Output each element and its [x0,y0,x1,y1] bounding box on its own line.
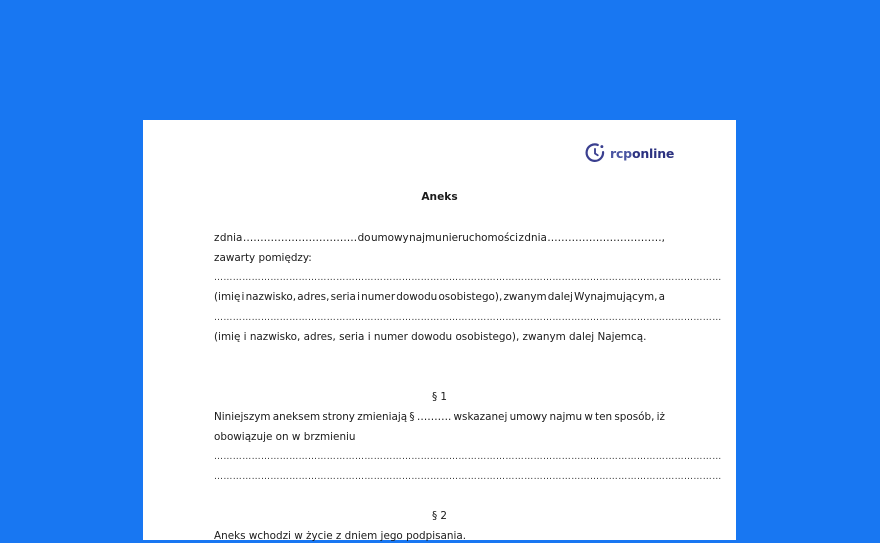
party1-description [214,290,665,304]
section-2-text: Aneks wchodzi w życie z dniem jego podpisania. [214,530,467,542]
word: nieruchomości [442,232,519,244]
word: Wynajmującym, [574,291,658,303]
word: iż [656,411,665,423]
word: dnia [219,232,243,244]
document-page [143,120,736,540]
clock-moon-logo-icon [584,142,606,164]
word: dnia [524,232,547,244]
section-2-heading: § 2 [431,510,448,522]
word: najmu [549,411,583,423]
intro-line-2: zawarty pomiędzy: [214,252,312,264]
word: i [357,291,360,303]
word: wskazanej [453,411,508,423]
word: seria [330,291,356,303]
word: strony [322,411,355,423]
logo-text: rcponline [610,145,675,161]
word: najmu [409,232,442,244]
section-1-text [214,410,665,424]
word: umowy [370,232,409,244]
word: w [584,411,593,423]
word: z [214,232,220,244]
word: ……………………………, [547,232,665,244]
word: ten [595,411,613,423]
word: aneksem [272,411,321,423]
word: zmieniają [357,411,408,423]
word: …………………………… [242,232,358,244]
word: nazwisko, [245,291,297,303]
word: zwanym [503,291,547,303]
word: osobistego), [438,291,503,303]
word: dalej [547,291,573,303]
word: adres, [297,291,330,303]
word: ………. [416,411,452,423]
blank-line-amendment-2: ……………………………………………………………………………………………………………………………………………… [214,472,722,482]
party2-description: (imię i nazwisko, adres, seria i numer dowodu osobistego), zwanym dalej Najemcą. [214,331,647,343]
blank-line-party1: ……………………………………………………………………………………………………………………………………………… [214,273,722,283]
word: § [409,411,415,423]
blank-line-party2: ……………………………………………………………………………………………………………………………………………… [214,313,722,323]
word: sposób, [614,411,655,423]
section-1-heading: § 1 [431,391,448,403]
section-1-text-2: obowiązuje on w brzmieniu [214,431,356,443]
word: z [518,232,524,244]
word: (imię [214,291,241,303]
word: numer [361,291,396,303]
document-title: Aneks [421,191,458,203]
word: Niniejszym [214,411,271,423]
blank-line-amendment-1: ……………………………………………………………………………………………………………………………………………… [214,452,722,462]
word: do [357,232,371,244]
word: i [241,291,245,303]
rcponline-logo[interactable] [584,142,674,164]
word: umowy [509,411,548,423]
intro-line [214,231,665,245]
word: a [658,291,665,303]
word: dowodu [396,291,438,303]
